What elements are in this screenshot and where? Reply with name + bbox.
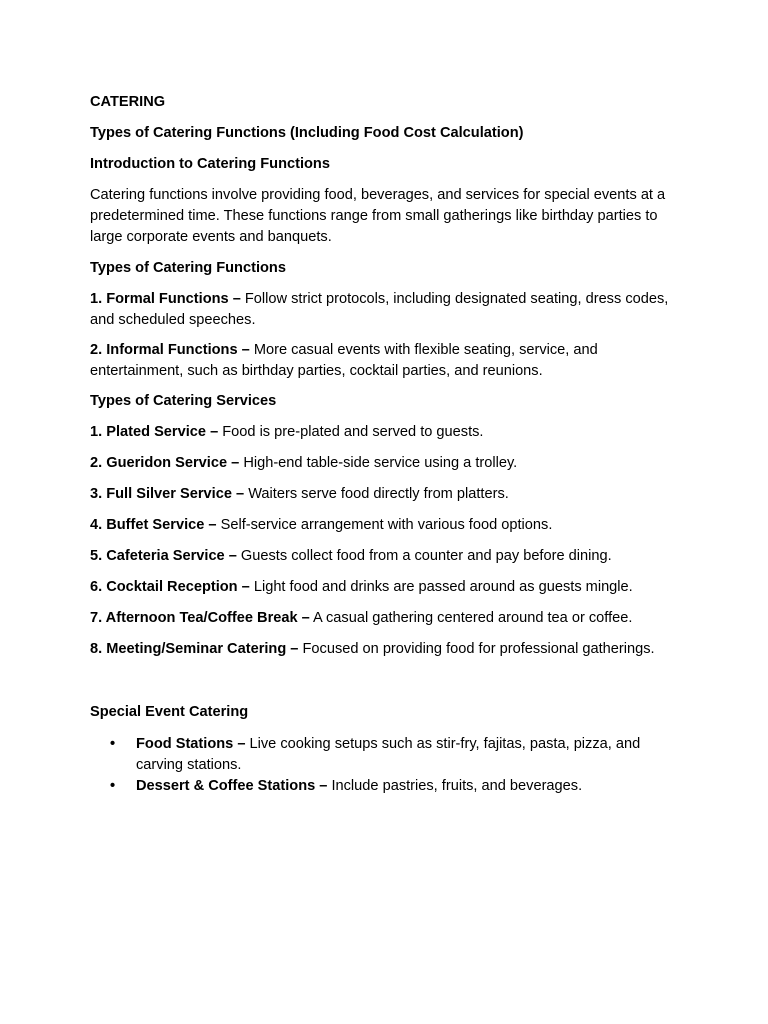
service-term: 2. Gueridon Service – <box>90 455 240 471</box>
service-item <box>90 484 690 505</box>
service-text: Guests collect food from a counter and pay before dining. <box>240 548 612 564</box>
service-term: 5. Cafeteria Service – <box>90 548 237 564</box>
service-text: High-end table-side service using a trolley. <box>243 455 518 471</box>
service-item <box>90 422 690 443</box>
service-item <box>90 639 690 660</box>
service-item <box>90 577 690 598</box>
document-heading: CATERING <box>90 94 166 110</box>
service-text: Self-service arrangement with various food options. <box>220 517 553 533</box>
function-term: 2. Informal Functions – <box>90 342 250 358</box>
function-text: Follow strict protocols, including designated seating, dress codes, and scheduled speeches. <box>90 291 669 328</box>
service-item <box>90 453 690 474</box>
special-term: Dessert & Coffee Stations – <box>136 778 328 794</box>
function-item <box>90 289 686 331</box>
bullet-icon: • <box>110 736 116 752</box>
special-term: Food Stations – <box>136 736 246 752</box>
service-item <box>90 608 690 629</box>
service-text: Waiters serve food directly from platters. <box>248 486 509 502</box>
intro-heading: Introduction to Catering Functions <box>90 156 330 172</box>
special-text: Include pastries, fruits, and beverages. <box>331 778 583 794</box>
service-text: Food is pre-plated and served to guests. <box>222 424 484 440</box>
function-item <box>90 340 686 382</box>
bullet-icon: • <box>110 778 116 794</box>
service-item <box>90 546 690 567</box>
service-term: 6. Cocktail Reception – <box>90 579 250 595</box>
service-text: Focused on providing food for professional gatherings. <box>302 641 655 657</box>
special-text: Live cooking setups such as stir-fry, fajitas, pasta, pizza, and carving stations. <box>136 736 641 773</box>
service-term: 4. Buffet Service – <box>90 517 217 533</box>
service-term: 1. Plated Service – <box>90 424 219 440</box>
service-term: 3. Full Silver Service – <box>90 486 245 502</box>
function-text: More casual events with flexible seating, service, and entertainment, such as birthday parties, cocktail parties, and reunions. <box>90 342 598 379</box>
service-term: 7. Afternoon Tea/Coffee Break – <box>90 610 310 626</box>
special-heading: Special Event Catering <box>90 704 249 720</box>
service-text: Light food and drinks are passed around as guests mingle. <box>253 579 633 595</box>
service-item <box>90 515 690 536</box>
service-text: A casual gathering centered around tea or coffee. <box>313 610 633 626</box>
services-heading: Types of Catering Services <box>90 393 277 409</box>
function-term: 1. Formal Functions – <box>90 291 241 307</box>
service-term: 8. Meeting/Seminar Catering – <box>90 641 299 657</box>
functions-heading: Types of Catering Functions <box>90 260 286 276</box>
intro-paragraph: Catering functions involve providing food, beverages, and services for special events at a predetermined time. These functions range from small gatherings like birthday parties to large corporate events and banquets. <box>90 187 666 245</box>
document-title: Types of Catering Functions (Including Food Cost Calculation) <box>90 125 524 141</box>
